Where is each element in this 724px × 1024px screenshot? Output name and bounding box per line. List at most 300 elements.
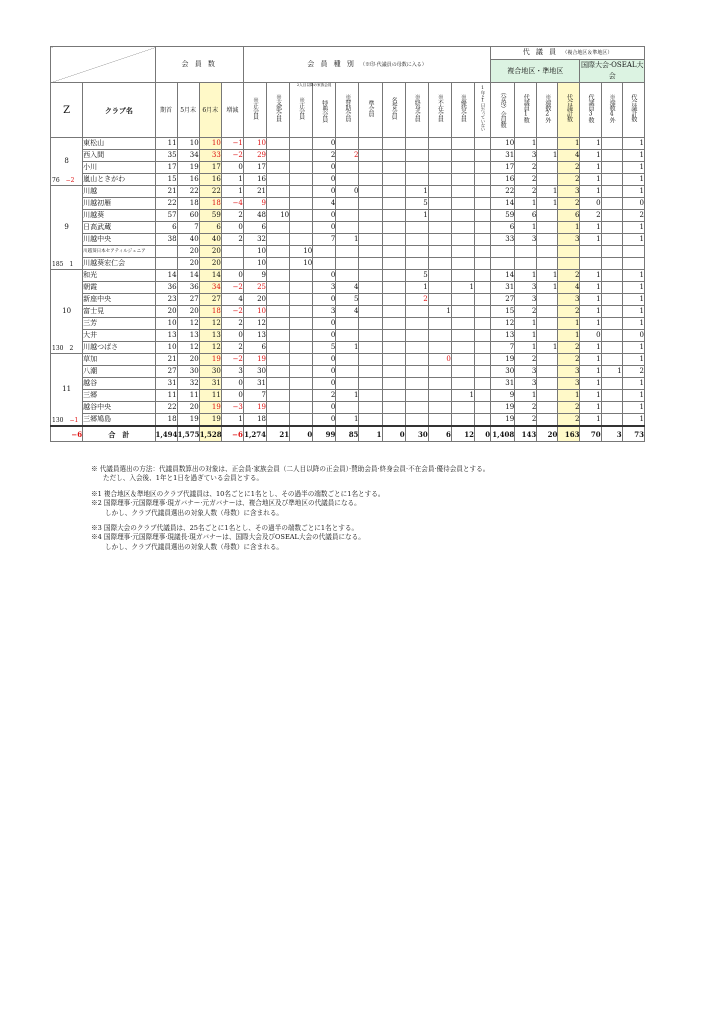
type-cell-4: [336, 270, 359, 282]
delegate-cell-3: 2: [558, 414, 580, 427]
delegate-cell-2: [537, 162, 558, 174]
may-count: 32: [177, 378, 199, 390]
total-type-8: 6: [428, 426, 451, 442]
club-name: 川越つばさ: [83, 342, 155, 354]
type-cell-1: [267, 234, 290, 246]
type-cell-10: [474, 402, 490, 414]
delegate-cell-6: [622, 258, 644, 270]
type-cell-2: 10: [290, 258, 313, 270]
type-cell-3: 4: [313, 198, 336, 210]
header-types-label: 会 員 種 別: [307, 59, 356, 68]
type-cell-8: [428, 342, 451, 354]
table-row: [51, 306, 645, 318]
header-start: 期首: [155, 83, 177, 138]
table-row: [51, 270, 645, 282]
type-cell-7: [405, 258, 428, 270]
type-cell-8: [428, 138, 451, 150]
change-count: 0: [221, 162, 243, 174]
type-cell-1: [267, 174, 290, 186]
delegate-cell-4: 1: [580, 222, 601, 234]
type-cell-8: [428, 258, 451, 270]
type-cell-10: [474, 138, 490, 150]
table-row: [51, 210, 645, 222]
start-count: 15: [155, 174, 177, 186]
delegate-cell-2: [537, 366, 558, 378]
delegate-cell-2: [537, 138, 558, 150]
type-cell-8: [428, 294, 451, 306]
delegate-cell-1: 1: [515, 342, 537, 354]
may-count: 20: [177, 354, 199, 366]
type-cell-9: 1: [451, 282, 474, 294]
type-cell-1: [267, 330, 290, 342]
type-cell-3: 0: [313, 270, 336, 282]
type-cell-2: [290, 270, 313, 282]
type-cell-7: [405, 222, 428, 234]
total-start: 1,494: [155, 426, 177, 442]
type-cell-0: 30: [243, 366, 266, 378]
type-cell-6: [382, 234, 405, 246]
delegate-cell-5: [601, 306, 622, 318]
type-cell-7: [405, 174, 428, 186]
start-count: 35: [155, 150, 177, 162]
may-count: 19: [177, 414, 199, 427]
type-cell-6: [382, 366, 405, 378]
header-type-5: [359, 83, 382, 138]
change-count: 0: [221, 222, 243, 234]
type-cell-2: [290, 318, 313, 330]
start-count: 38: [155, 234, 177, 246]
type-cell-5: [359, 366, 382, 378]
type-cell-2: [290, 342, 313, 354]
header-kokusai: 国際大会·OSEAL大会: [580, 60, 645, 83]
type-cell-2: [290, 378, 313, 390]
type-cell-8: [428, 162, 451, 174]
june-count: 12: [199, 318, 221, 330]
type-cell-6: [382, 246, 405, 258]
zone-note-count: 130: [52, 417, 64, 424]
delegate-cell-3: [558, 258, 580, 270]
table-row: [51, 162, 645, 174]
table-row: [51, 246, 645, 258]
delegate-cell-0: 14: [491, 198, 515, 210]
delegate-cell-3: 3: [558, 378, 580, 390]
type-cell-10: [474, 150, 490, 162]
may-count: 20: [177, 258, 199, 270]
delegate-cell-2: [537, 414, 558, 427]
type-cell-6: [382, 186, 405, 198]
type-cell-0: 10: [243, 258, 266, 270]
type-cell-2: [290, 402, 313, 414]
type-cell-0: 18: [243, 414, 266, 427]
type-cell-9: [451, 402, 474, 414]
delegate-cell-3: 1: [558, 138, 580, 150]
type-cell-10: [474, 318, 490, 330]
type-cell-5: [359, 150, 382, 162]
type-cell-9: [451, 222, 474, 234]
header-types-note: （※印·代議員の母数に入る）: [360, 61, 427, 68]
delegate-cell-3: 4: [558, 150, 580, 162]
delegate-cell-3: 6: [558, 210, 580, 222]
type-cell-5: [359, 138, 382, 150]
june-count: 18: [199, 306, 221, 318]
type-cell-3: 3: [313, 282, 336, 294]
type-cell-1: [267, 342, 290, 354]
type-cell-10: [474, 198, 490, 210]
type-cell-5: [359, 198, 382, 210]
delegate-cell-2: [537, 378, 558, 390]
type-cell-4: [336, 198, 359, 210]
header-deleg-4: [580, 83, 601, 138]
type-cell-8: 1: [428, 306, 451, 318]
table-row: [51, 294, 645, 306]
delegate-cell-5: [601, 186, 622, 198]
may-count: 34: [177, 150, 199, 162]
table-row: [51, 258, 645, 270]
type-cell-9: [451, 162, 474, 174]
zone-number: 11: [62, 385, 72, 393]
type-cell-8: [428, 390, 451, 402]
total-label: 合 計: [83, 426, 155, 442]
type-cell-9: [451, 318, 474, 330]
start-count: 57: [155, 210, 177, 222]
delegate-cell-3: 3: [558, 366, 580, 378]
may-count: 13: [177, 330, 199, 342]
type-cell-7: [405, 138, 428, 150]
club-name: 三芳: [83, 318, 155, 330]
delegate-cell-1: [515, 246, 537, 258]
type-cell-5: [359, 210, 382, 222]
change-count: −2: [221, 306, 243, 318]
start-count: 20: [155, 306, 177, 318]
delegate-cell-1: 1: [515, 198, 537, 210]
delegate-cell-6: 1: [622, 354, 644, 366]
table-row: [51, 234, 645, 246]
start-count: 23: [155, 294, 177, 306]
type-cell-1: [267, 270, 290, 282]
header-deleg-2-label: ※端数2外: [543, 93, 551, 123]
header-type-0-label: ※正会員: [251, 97, 259, 119]
delegate-cell-4: 1: [580, 378, 601, 390]
june-count: 19: [199, 414, 221, 427]
type-cell-8: [428, 222, 451, 234]
type-cell-2: [290, 138, 313, 150]
header-change: 増減: [221, 83, 243, 138]
header-type-2-label: ※正会員: [297, 97, 305, 119]
type-cell-3: [313, 246, 336, 258]
type-cell-2: [290, 186, 313, 198]
type-cell-10: [474, 270, 490, 282]
delegate-cell-5: [601, 414, 622, 427]
delegate-cell-1: 3: [515, 378, 537, 390]
table-body: [51, 138, 645, 442]
change-count: 0: [221, 378, 243, 390]
type-cell-5: [359, 306, 382, 318]
header-may: 5月末: [177, 83, 199, 138]
total-type-7: 30: [405, 426, 428, 442]
type-cell-5: [359, 318, 382, 330]
type-cell-3: 0: [313, 414, 336, 427]
header-type-6-label: 名誉会員: [390, 97, 398, 119]
change-count: −1: [221, 138, 243, 150]
type-cell-4: [336, 162, 359, 174]
delegate-cell-0: 17: [491, 162, 515, 174]
delegate-cell-3: 3: [558, 294, 580, 306]
delegate-cell-3: 2: [558, 354, 580, 366]
delegate-cell-1: 6: [515, 210, 537, 222]
delegate-cell-5: 1: [601, 366, 622, 378]
delegate-cell-4: 1: [580, 354, 601, 366]
delegate-cell-2: [537, 174, 558, 186]
start-count: 18: [155, 414, 177, 427]
delegate-cell-1: [515, 258, 537, 270]
total-type-0: 1,274: [243, 426, 266, 442]
type-cell-5: [359, 378, 382, 390]
type-cell-9: [451, 294, 474, 306]
header-type-note: 2人目以降の家族会員: [296, 83, 332, 87]
club-name: 川越初雁: [83, 198, 155, 210]
type-cell-1: [267, 378, 290, 390]
club-name: 川越葵: [83, 210, 155, 222]
club-name: 新座中央: [83, 294, 155, 306]
type-cell-9: [451, 366, 474, 378]
may-count: 20: [177, 402, 199, 414]
delegate-cell-5: [601, 330, 622, 342]
type-cell-3: 0: [313, 186, 336, 198]
change-count: 0: [221, 330, 243, 342]
delegate-cell-3: 3: [558, 234, 580, 246]
change-count: −2: [221, 282, 243, 294]
delegate-cell-6: 1: [622, 270, 644, 282]
zone-number: 10: [62, 307, 72, 315]
delegate-cell-1: 3: [515, 282, 537, 294]
type-cell-5: [359, 402, 382, 414]
change-count: 1: [221, 414, 243, 427]
type-cell-5: [359, 294, 382, 306]
type-cell-0: 9: [243, 270, 266, 282]
type-cell-0: 19: [243, 354, 266, 366]
total-may: 1,575: [177, 426, 199, 442]
type-cell-3: 7: [313, 234, 336, 246]
type-cell-7: [405, 402, 428, 414]
delegate-cell-4: 1: [580, 270, 601, 282]
note-line-6: ※3 国際大会のクラブ代議員は、25名ごとに1名とし、その過半の端数ごとに1名とする。: [91, 524, 359, 533]
type-cell-3: 2: [313, 150, 336, 162]
delegate-cell-6: 2: [622, 366, 644, 378]
type-cell-7: 1: [405, 210, 428, 222]
change-count: 3: [221, 366, 243, 378]
table-row: [51, 318, 645, 330]
delegate-cell-4: 1: [580, 282, 601, 294]
june-count: 16: [199, 174, 221, 186]
type-cell-8: [428, 234, 451, 246]
delegate-cell-1: 2: [515, 186, 537, 198]
type-cell-7: [405, 150, 428, 162]
type-cell-4: 4: [336, 306, 359, 318]
start-count: 31: [155, 378, 177, 390]
type-cell-1: [267, 294, 290, 306]
delegate-cell-5: [601, 162, 622, 174]
may-count: 60: [177, 210, 199, 222]
type-cell-9: [451, 210, 474, 222]
delegate-cell-4: 1: [580, 234, 601, 246]
type-cell-1: [267, 282, 290, 294]
note-line-3: ※1 複合地区＆準地区のクラブ代議員は、10名ごとに1名とし、その過半の端数ごとに1名とする。: [91, 489, 385, 498]
type-cell-1: [267, 366, 290, 378]
type-cell-8: [428, 150, 451, 162]
total-type-6: 0: [382, 426, 405, 442]
header-type-5-label: 準会員: [366, 99, 374, 117]
type-cell-8: [428, 366, 451, 378]
type-cell-0: 20: [243, 294, 266, 306]
type-cell-8: 0: [428, 354, 451, 366]
delegate-cell-4: 1: [580, 402, 601, 414]
delegate-cell-2: [537, 234, 558, 246]
may-count: 30: [177, 366, 199, 378]
header-deleg-5: [601, 83, 622, 138]
may-count: 11: [177, 390, 199, 402]
delegate-cell-0: 19: [491, 414, 515, 427]
delegate-cell-1: 1: [515, 222, 537, 234]
delegate-cell-6: 1: [622, 186, 644, 198]
delegate-cell-2: [537, 330, 558, 342]
type-cell-2: [290, 330, 313, 342]
type-cell-5: [359, 258, 382, 270]
type-cell-5: [359, 270, 382, 282]
type-cell-10: [474, 366, 490, 378]
type-cell-4: [336, 318, 359, 330]
type-cell-10: [474, 246, 490, 258]
table-row: [51, 414, 645, 427]
delegate-cell-5: [601, 234, 622, 246]
note-line-2: ただし、入会後、1年と1日を過ぎている会員とする。: [103, 474, 264, 483]
may-count: 12: [177, 342, 199, 354]
type-cell-0: 32: [243, 234, 266, 246]
delegate-cell-5: [601, 294, 622, 306]
type-cell-6: [382, 198, 405, 210]
type-cell-8: [428, 270, 451, 282]
header-june: 6月末: [199, 83, 221, 138]
delegate-cell-6: 1: [622, 318, 644, 330]
type-cell-1: [267, 402, 290, 414]
header-type-7-label: ※終身会員: [413, 94, 421, 122]
total-type-2: 0: [290, 426, 313, 442]
delegate-cell-6: 1: [622, 414, 644, 427]
type-cell-7: [405, 318, 428, 330]
total-type-5: 1: [359, 426, 382, 442]
delegate-cell-6: 1: [622, 402, 644, 414]
zone-cell: [51, 186, 83, 270]
type-cell-6: [382, 414, 405, 427]
type-cell-4: 1: [336, 390, 359, 402]
type-cell-5: [359, 174, 382, 186]
total-type-9: 12: [451, 426, 474, 442]
type-cell-2: [290, 366, 313, 378]
change-count: 2: [221, 234, 243, 246]
header-row-groups: [51, 47, 645, 60]
header-type-3-label: 特典会員: [320, 100, 328, 122]
type-cell-4: [336, 222, 359, 234]
total-delegate-4: 70: [580, 426, 601, 442]
table-row: [51, 366, 645, 378]
type-cell-4: [336, 138, 359, 150]
type-cell-5: [359, 414, 382, 427]
june-count: 20: [199, 246, 221, 258]
note-line-5: しかし、クラブ代議員選出の対象人数（母数）に含まれる。: [105, 508, 284, 517]
zone-number: 8: [64, 157, 69, 165]
delegate-cell-2: 1: [537, 198, 558, 210]
delegate-cell-0: 27: [491, 294, 515, 306]
zone-cell: [51, 138, 83, 186]
table-row: [51, 138, 645, 150]
delegate-cell-4: 0: [580, 198, 601, 210]
club-name: 小川: [83, 162, 155, 174]
delegate-cell-0: 16: [491, 174, 515, 186]
start-count: 10: [155, 342, 177, 354]
delegate-cell-3: 2: [558, 342, 580, 354]
delegate-cell-2: [537, 390, 558, 402]
type-cell-7: [405, 342, 428, 354]
delegate-cell-0: [491, 246, 515, 258]
delegate-cell-4: 1: [580, 318, 601, 330]
delegate-cell-3: 1: [558, 330, 580, 342]
change-count: 0: [221, 270, 243, 282]
delegate-cell-2: [537, 402, 558, 414]
header-deleg-3: [558, 83, 580, 138]
table-row: [51, 330, 645, 342]
type-cell-6: [382, 330, 405, 342]
type-cell-10: [474, 258, 490, 270]
type-cell-5: [359, 390, 382, 402]
type-cell-7: 5: [405, 270, 428, 282]
type-cell-5: [359, 162, 382, 174]
total-note: −6: [51, 426, 83, 442]
change-count: −2: [221, 354, 243, 366]
delegate-cell-6: 1: [622, 222, 644, 234]
delegate-cell-2: [537, 222, 558, 234]
type-cell-3: 0: [313, 402, 336, 414]
type-cell-6: [382, 390, 405, 402]
total-change: −6: [221, 426, 243, 442]
type-cell-2: [290, 150, 313, 162]
june-count: 14: [199, 270, 221, 282]
table-row: [51, 186, 645, 198]
header-fukugo: 複合地区・準地区: [491, 60, 580, 83]
may-count: 20: [177, 306, 199, 318]
type-cell-4: [336, 402, 359, 414]
header-diagonal-cell: [51, 47, 156, 83]
type-cell-10: [474, 174, 490, 186]
type-cell-5: [359, 246, 382, 258]
type-cell-8: [428, 186, 451, 198]
note-line-7: ※4 国際理事·元国際理事·現議長·現ガバナーは、国際大会及びOSEAL大会の代議員になる。: [91, 533, 365, 542]
type-cell-6: [382, 306, 405, 318]
delegate-cell-1: 2: [515, 174, 537, 186]
start-count: 21: [155, 186, 177, 198]
type-cell-5: [359, 330, 382, 342]
total-delegate-2: 20: [537, 426, 558, 442]
change-count: −4: [221, 198, 243, 210]
total-delegate-1: 143: [515, 426, 537, 442]
delegate-cell-6: 1: [622, 150, 644, 162]
type-cell-4: [336, 378, 359, 390]
delegate-cell-5: [601, 378, 622, 390]
header-type-8-label: ※不在会員: [436, 94, 444, 122]
type-cell-9: [451, 354, 474, 366]
type-cell-10: [474, 390, 490, 402]
type-cell-6: [382, 378, 405, 390]
type-cell-9: [451, 174, 474, 186]
header-delegates: [491, 47, 645, 60]
